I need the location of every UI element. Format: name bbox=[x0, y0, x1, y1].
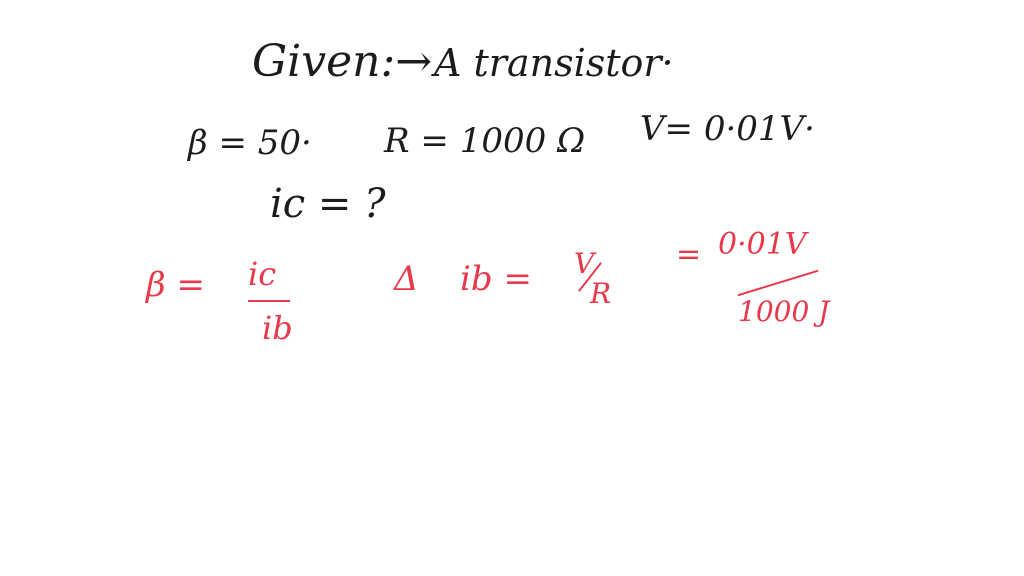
fraction2-numerator: V bbox=[574, 247, 595, 280]
ib-equation-lhs: ib = bbox=[460, 259, 532, 299]
fraction1-bar bbox=[248, 300, 290, 302]
and-sign: Δ bbox=[394, 259, 419, 299]
given-subject: A transistor· bbox=[434, 41, 674, 85]
fraction3-denominator: 1000 J bbox=[738, 295, 830, 328]
fraction1-numerator: ic bbox=[248, 255, 277, 293]
fraction3-bar bbox=[738, 270, 819, 296]
voltage-value: V= 0·01V· bbox=[640, 109, 815, 149]
resistance-value: R = 1000 Ω bbox=[384, 121, 586, 161]
beta-equation-lhs: β = bbox=[146, 265, 205, 305]
equals-sign: = bbox=[676, 237, 702, 272]
fraction2-denominator: R bbox=[590, 277, 612, 310]
unknown-collector-current: ic = ? bbox=[270, 181, 386, 227]
given-label: Given:→ bbox=[252, 36, 433, 87]
beta-value: β = 50· bbox=[188, 123, 312, 163]
fraction1-denominator: ib bbox=[262, 309, 293, 347]
fraction3-numerator: 0·01V bbox=[718, 227, 807, 262]
